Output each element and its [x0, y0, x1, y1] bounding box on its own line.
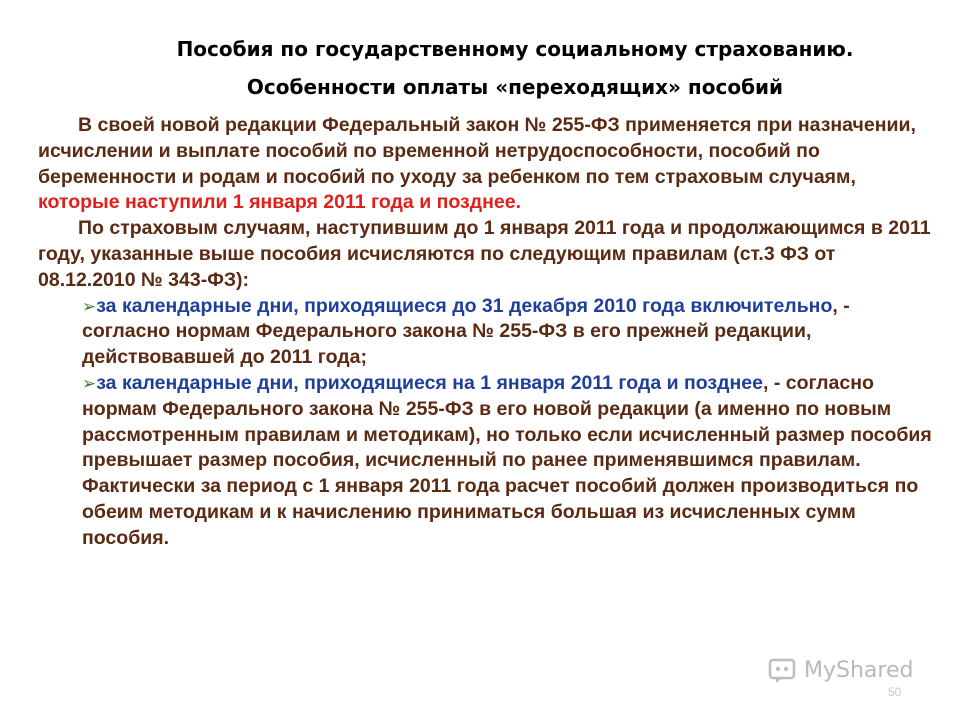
bullet-1-text: , - согласно нормам Федерального закона № 255-ФЗ в его прежней редакции, действовавшей до 2011 года; [82, 294, 850, 369]
bullet-2-text: , - согласно нормам Федерального закона № 255-ФЗ в его новой редакции (а именно по новым рассмотренным правилам и методикам), но только если исчисленный размер пособия превышает размер пособия, исчисленный по ранее применявшимся правилам. Фактически за период с 1 января 2011 года расчет пособий должен производиться по обеим методикам и к начислению приниматься большая из исчисленных сумм пособия. [82, 371, 932, 549]
title-line-1: Пособия по государственному социальному страхованию. [176, 37, 854, 61]
paragraph-1-highlight: которые наступили 1 января 2011 года и позднее. [38, 191, 521, 214]
bullet-item-2 [38, 371, 938, 552]
slide-body [38, 113, 938, 552]
paragraph-1-text: В своей новой редакции Федеральный закон № 255-ФЗ применяется при назначении, исчислении и выплате пособий по временной нетрудоспособности, пособий по беременности и родам и пособий по уходу за ребенком по тем страховым случаям, [38, 114, 916, 188]
arrow-bullet-icon: ➢ [82, 296, 97, 316]
paragraph-1 [38, 113, 938, 216]
share-icon [768, 656, 798, 684]
title-line-2: Особенности оплаты «переходящих» пособий [246, 75, 784, 99]
slide-title [120, 30, 910, 106]
watermark-text: MyShared [804, 657, 914, 683]
bullet-1-highlight: за календарные дни, приходящиеся до 31 декабря 2010 года включительно [96, 294, 833, 317]
watermark [768, 656, 913, 684]
paragraph-2: По страховым случаям, наступившим до 1 января 2011 года и продолжающимся в 2011 году, указанные выше пособия исчисляются по следующим правилам (ст.3 ФЗ от 08.12.2010 № 343-ФЗ): [38, 217, 931, 291]
arrow-bullet-icon: ➢ [82, 373, 97, 393]
bullet-item-1 [38, 294, 938, 371]
page-number: 50 [888, 685, 902, 699]
bullet-2-highlight: за календарные дни, приходящиеся на 1 января 2011 года и позднее [96, 371, 763, 394]
